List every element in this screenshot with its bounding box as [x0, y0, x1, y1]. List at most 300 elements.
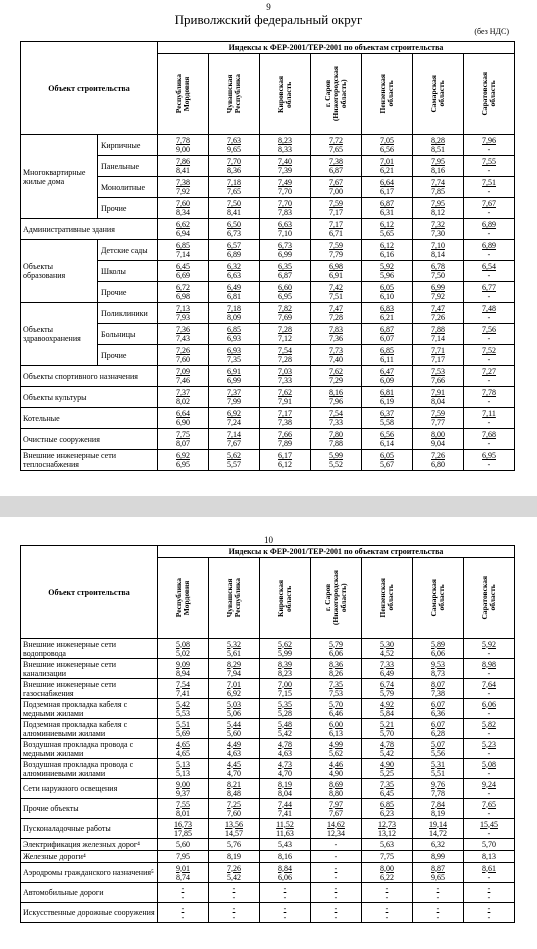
index-value-secondary: 6,06 [431, 648, 445, 658]
index-value-primary: 8,13 [482, 852, 496, 861]
index-value-primary: 7,26 [431, 451, 446, 460]
row-label: Больницы [98, 324, 158, 345]
index-value-primary: 6,06 [482, 699, 496, 709]
index-value-cell [311, 883, 362, 903]
index-value-primary: 6,32 [431, 840, 445, 849]
index-value-cell [413, 883, 464, 903]
index-value-primary: 7,47 [329, 304, 344, 313]
index-value-cell [362, 699, 413, 719]
index-value-cell [311, 345, 362, 366]
index-value-secondary: 7,53 [329, 688, 343, 698]
index-value-cell [362, 198, 413, 219]
region-name: г. Саров (Нижегородская область) [323, 570, 348, 626]
index-value-cell [464, 799, 515, 819]
index-value-cell [413, 759, 464, 779]
region-name: Республика Мордовия [174, 74, 192, 114]
index-value-primary: 11,52 [276, 819, 294, 829]
index-value-secondary: 12,34 [327, 828, 345, 838]
region-name: Республика Мордовия [174, 578, 191, 618]
index-value-cell [464, 839, 515, 851]
index-value-primary: 6,85 [380, 346, 395, 355]
index-value-cell [464, 851, 515, 863]
index-value-cell [464, 679, 515, 699]
index-value-primary: 7,09 [176, 367, 191, 376]
index-value-primary: 8,99 [431, 852, 445, 861]
index-value-secondary: 4,70 [227, 768, 241, 778]
index-value-cell [209, 739, 260, 759]
index-value-secondary: 6,73 [227, 229, 242, 238]
index-value-cell [362, 759, 413, 779]
index-value-primary: 7,44 [278, 799, 292, 809]
index-value-cell [464, 429, 515, 450]
index-value-cell [464, 903, 515, 923]
index-value-primary: 5,44 [227, 719, 241, 729]
index-value-primary: 7,33 [380, 659, 394, 669]
index-value-secondary: 9,04 [431, 439, 446, 448]
index-value-primary: 7,38 [176, 178, 191, 187]
index-value-cell [158, 679, 209, 699]
index-value-cell [362, 219, 413, 240]
index-value-secondary: 7,40 [329, 355, 344, 364]
index-value-primary: - [283, 883, 287, 893]
index-value-cell [260, 719, 311, 739]
index-value-primary: 6,49 [227, 283, 242, 292]
index-value-cell [209, 387, 260, 408]
index-value-secondary: 13,12 [378, 828, 396, 838]
index-value-primary: 7,26 [227, 863, 241, 873]
index-value-primary: 6,85 [227, 325, 242, 334]
index-value-cell [158, 366, 209, 387]
index-value-primary: 6,92 [176, 451, 191, 460]
index-value-secondary: - [487, 728, 491, 738]
region-column-header [413, 54, 464, 135]
table-row [21, 366, 515, 387]
index-value-primary: 6,56 [380, 430, 395, 439]
index-value-secondary: 8,01 [176, 808, 190, 818]
index-value-secondary: 7,79 [329, 250, 344, 259]
index-value-secondary: 5,42 [227, 872, 241, 882]
group-label: Многоквартирные жилые дома [21, 135, 98, 219]
index-value-primary: 7,47 [431, 304, 446, 313]
index-value-secondary: - [487, 376, 491, 385]
index-value-secondary: 7,24 [227, 418, 242, 427]
table-row [21, 883, 515, 903]
index-value-primary: 6,60 [278, 283, 293, 292]
index-value-secondary: 6,63 [227, 271, 242, 280]
row-label: Внешние инженерные сети теплоснабжения [21, 450, 158, 471]
row-label: Воздушная прокладка провода с медными жилами [21, 739, 158, 759]
index-value-primary: 7,82 [278, 304, 293, 313]
index-value-secondary: 6,87 [329, 166, 344, 175]
index-value-primary: 7,38 [329, 157, 344, 166]
row-label: Школы [98, 261, 158, 282]
index-value-primary: 7,59 [329, 241, 344, 250]
index-value-cell [311, 324, 362, 345]
index-value-cell [209, 135, 260, 156]
row-label: Внешние инженерные сети газоснабжения [21, 679, 158, 699]
index-value-secondary: - [334, 892, 338, 902]
index-value-cell [464, 240, 515, 261]
index-value-secondary: - [181, 892, 185, 902]
row-label: Панельные [98, 156, 158, 177]
index-value-primary: 5,62 [278, 639, 292, 649]
index-value-secondary: 6,49 [380, 668, 394, 678]
table-row [21, 135, 515, 156]
index-value-primary: 5,32 [227, 639, 241, 649]
index-value-secondary: - [487, 397, 491, 406]
index-value-primary: 8,16 [278, 852, 292, 861]
index-value-secondary: - [487, 788, 491, 798]
index-value-cell [362, 839, 413, 851]
index-value-secondary: 8,36 [227, 166, 242, 175]
index-value-cell [260, 156, 311, 177]
index-value-primary: 15,45 [480, 819, 498, 829]
index-value-cell [311, 639, 362, 659]
index-value-primary: 8,29 [227, 659, 241, 669]
index-value-cell [464, 219, 515, 240]
index-value-cell [311, 699, 362, 719]
index-value-cell [464, 699, 515, 719]
index-value-cell [464, 639, 515, 659]
index-value-primary: - [436, 903, 440, 913]
index-value-primary: 12,73 [378, 819, 396, 829]
index-value-primary: 7,53 [431, 367, 446, 376]
row-label: Прочие объекты [21, 799, 158, 819]
index-value-secondary: 7,10 [278, 229, 293, 238]
index-value-secondary: 9,65 [431, 872, 445, 882]
index-value-secondary: 7,15 [278, 688, 292, 698]
index-value-primary: 9,00 [176, 779, 190, 789]
index-value-cell [362, 282, 413, 303]
row-label: Железные дороги⁴ [21, 851, 158, 863]
table-row [21, 429, 515, 450]
index-value-secondary: 7,91 [278, 397, 293, 406]
index-value-primary: 5,79 [329, 639, 343, 649]
index-value-cell [260, 739, 311, 759]
index-value-primary: 7,37 [227, 388, 242, 397]
index-value-secondary: 6,22 [380, 872, 394, 882]
index-value-primary: 7,17 [278, 409, 293, 418]
index-value-cell [260, 779, 311, 799]
index-value-secondary: 7,38 [431, 688, 445, 698]
index-value-secondary: - [487, 229, 491, 238]
table-row [21, 863, 515, 883]
index-value-cell [464, 408, 515, 429]
index-value-secondary: 11,63 [276, 828, 294, 838]
index-value-primary: 5,70 [482, 840, 496, 849]
index-value-secondary: 8,23 [278, 668, 292, 678]
index-value-cell [464, 324, 515, 345]
index-value-primary: 5,60 [176, 840, 190, 849]
index-value-cell [311, 282, 362, 303]
region-name: Чувашская Республика [225, 578, 242, 618]
index-value-primary: - [487, 883, 491, 893]
index-value-cell [311, 759, 362, 779]
index-value-cell [311, 819, 362, 839]
index-value-secondary: 7,17 [431, 355, 446, 364]
region-header-wrap [311, 54, 361, 134]
index-value-secondary: 7,99 [227, 397, 242, 406]
row-label: Сети наружного освещения [21, 779, 158, 799]
region-column-header [413, 558, 464, 639]
index-value-cell [260, 135, 311, 156]
index-value-secondary: 7,14 [176, 250, 191, 259]
index-value-cell [464, 198, 515, 219]
index-value-primary: 6,89 [482, 220, 497, 229]
index-value-secondary: 7,51 [329, 292, 344, 301]
index-table-page-10 [20, 545, 515, 923]
table-row [21, 219, 515, 240]
index-value-primary: 7,00 [278, 679, 292, 689]
index-value-cell [260, 261, 311, 282]
index-value-secondary: 8,04 [431, 397, 446, 406]
index-value-secondary: 5,70 [380, 728, 394, 738]
index-value-cell [464, 156, 515, 177]
group-label: Объекты образования [21, 240, 98, 303]
index-value-secondary: 5,61 [227, 648, 241, 658]
index-value-secondary: - [487, 271, 491, 280]
vat-note: (без НДС) [474, 27, 509, 36]
index-value-secondary: 6,90 [176, 418, 191, 427]
header-row [21, 42, 515, 54]
table-row [21, 679, 515, 699]
index-value-primary: 7,95 [176, 852, 190, 861]
index-value-primary: 7,13 [176, 304, 191, 313]
index-value-secondary: 5,52 [329, 460, 344, 469]
index-value-cell [311, 429, 362, 450]
index-value-primary: 7,95 [431, 157, 446, 166]
index-value-secondary: 7,28 [278, 355, 293, 364]
index-value-cell [260, 659, 311, 679]
index-value-primary: 6,99 [431, 283, 446, 292]
index-value-secondary: - [385, 912, 389, 922]
index-value-cell [413, 839, 464, 851]
row-label: Подземная прокладка кабеля с медными жилами [21, 699, 158, 719]
index-value-cell [158, 156, 209, 177]
index-value-cell [311, 408, 362, 429]
index-value-primary: 5,70 [329, 699, 343, 709]
index-value-secondary: 6,95 [176, 460, 191, 469]
index-value-secondary: 6,99 [278, 250, 293, 259]
index-value-cell [311, 679, 362, 699]
index-value-primary: 6,63 [278, 220, 293, 229]
index-value-primary: 5,51 [176, 719, 190, 729]
index-value-cell [362, 799, 413, 819]
index-value-cell [362, 639, 413, 659]
row-label: Пусконаладочные работы [21, 819, 158, 839]
table-row [21, 903, 515, 923]
index-value-primary: - [334, 903, 338, 913]
index-value-secondary: - [487, 145, 491, 154]
index-value-cell [362, 324, 413, 345]
index-value-cell [158, 408, 209, 429]
index-value-cell [311, 135, 362, 156]
region-header-wrap [209, 54, 259, 134]
index-value-cell [260, 759, 311, 779]
index-value-cell [260, 699, 311, 719]
index-value-secondary: 8,74 [176, 872, 190, 882]
index-value-cell [362, 851, 413, 863]
index-value-primary: 4,45 [227, 759, 241, 769]
index-value-cell [362, 303, 413, 324]
row-label: Прочие [98, 345, 158, 366]
index-value-cell [158, 198, 209, 219]
region-header-wrap [158, 54, 208, 134]
index-value-secondary: - [487, 808, 491, 818]
table-row [21, 819, 515, 839]
region-header-wrap [464, 54, 514, 134]
index-value-cell [464, 282, 515, 303]
row-label: Объекты культуры [21, 387, 158, 408]
index-value-cell [260, 429, 311, 450]
index-value-secondary: 14,57 [225, 828, 243, 838]
index-value-secondary: 5,84 [380, 708, 394, 718]
index-value-secondary: - [487, 334, 491, 343]
index-value-cell [362, 450, 413, 471]
region-header-wrap [209, 558, 259, 638]
region-header-wrap [413, 54, 463, 134]
region-header-wrap [311, 558, 361, 638]
index-value-primary: 7,55 [176, 799, 190, 809]
index-value-primary: 6,72 [176, 283, 191, 292]
index-value-secondary: 8,48 [227, 788, 241, 798]
index-value-primary: 6,87 [380, 325, 395, 334]
index-value-secondary: 8,16 [431, 166, 446, 175]
index-value-secondary: 7,46 [176, 376, 191, 385]
index-value-cell [209, 198, 260, 219]
region-name: г. Саров (Нижегородская область) [323, 66, 349, 122]
index-value-secondary: 6,12 [278, 460, 293, 469]
index-value-primary: 7,96 [482, 136, 497, 145]
index-value-cell [413, 851, 464, 863]
index-value-secondary: 6,13 [329, 728, 343, 738]
index-value-primary: 6,78 [431, 262, 446, 271]
index-value-secondary: 5,42 [278, 728, 292, 738]
index-value-cell [464, 659, 515, 679]
index-value-secondary: 6,23 [380, 808, 394, 818]
index-value-primary: 5,43 [278, 840, 292, 849]
index-value-primary: 8,87 [431, 863, 445, 873]
index-value-secondary: 4,63 [278, 748, 292, 758]
index-value-cell [413, 282, 464, 303]
index-value-secondary: 6,06 [278, 872, 292, 882]
index-value-secondary: - [487, 828, 491, 838]
index-value-primary: - [232, 883, 236, 893]
index-value-secondary: 7,60 [227, 808, 241, 818]
index-value-primary: 4,73 [278, 759, 292, 769]
region-header-wrap [362, 54, 412, 134]
index-value-secondary: 6,56 [380, 145, 395, 154]
index-value-cell [158, 303, 209, 324]
index-value-primary: 4,65 [176, 739, 190, 749]
index-value-primary: 7,55 [482, 157, 497, 166]
region-column-header [209, 558, 260, 639]
index-value-primary: 6,98 [329, 262, 344, 271]
index-value-primary: - [283, 903, 287, 913]
index-value-cell [311, 799, 362, 819]
index-value-cell [413, 779, 464, 799]
row-label: Внешние инженерные сети водопровода [21, 639, 158, 659]
index-value-primary: 6,50 [227, 220, 242, 229]
index-value-cell [413, 177, 464, 198]
index-value-cell [413, 408, 464, 429]
index-value-cell [158, 883, 209, 903]
index-value-cell [158, 903, 209, 923]
index-value-secondary: 7,41 [176, 688, 190, 698]
index-value-secondary: 6,11 [380, 355, 394, 364]
index-value-secondary: - [487, 892, 491, 902]
index-value-primary: - [334, 852, 338, 861]
index-value-cell [260, 408, 311, 429]
index-value-cell [158, 240, 209, 261]
indices-header: Индексы к ФЕР-2001/ТЕР-2001 по объектам строительства [158, 546, 515, 558]
index-value-primary: 7,56 [482, 325, 497, 334]
index-value-primary: 7,49 [278, 178, 293, 187]
index-value-primary: 7,18 [227, 304, 242, 313]
index-value-primary: 7,80 [329, 430, 344, 439]
index-value-cell [464, 819, 515, 839]
index-value-secondary: 14,72 [429, 828, 447, 838]
index-value-primary: 6,64 [380, 178, 395, 187]
row-label: Внешние инженерные сети канализации [21, 659, 158, 679]
index-value-cell [209, 366, 260, 387]
index-value-primary: 7,48 [482, 304, 497, 313]
table-row [21, 851, 515, 863]
index-value-cell [158, 799, 209, 819]
index-value-cell [362, 719, 413, 739]
index-value-primary: 6,12 [380, 241, 395, 250]
index-value-cell [311, 719, 362, 739]
index-value-primary: - [436, 883, 440, 893]
index-value-primary: 7,97 [329, 799, 343, 809]
table-row [21, 303, 515, 324]
index-value-primary: 6,62 [176, 220, 191, 229]
index-value-cell [311, 739, 362, 759]
index-value-secondary: 9,00 [176, 145, 191, 154]
row-label: Административные здания [21, 219, 158, 240]
index-value-secondary: 7,70 [278, 187, 293, 196]
index-value-cell [311, 303, 362, 324]
index-value-cell [413, 366, 464, 387]
index-value-primary: 7,67 [329, 178, 344, 187]
index-value-secondary: 6,16 [380, 250, 395, 259]
row-label: Подземная прокладка кабеля с алюминиевыми жилами [21, 719, 158, 739]
index-value-primary: 7,62 [329, 367, 344, 376]
index-value-secondary: - [283, 892, 287, 902]
index-value-primary: 8,36 [329, 659, 343, 669]
index-value-primary: 7,59 [431, 409, 446, 418]
index-value-primary: 8,00 [431, 430, 446, 439]
index-value-cell [158, 659, 209, 679]
index-value-cell [413, 429, 464, 450]
index-value-cell [158, 219, 209, 240]
table-row [21, 450, 515, 471]
index-value-cell [413, 303, 464, 324]
index-value-secondary: 7,69 [278, 313, 293, 322]
table-row [21, 779, 515, 799]
index-value-cell [260, 839, 311, 851]
index-value-cell [260, 863, 311, 883]
index-value-cell [209, 450, 260, 471]
index-value-cell [158, 739, 209, 759]
index-value-cell [464, 366, 515, 387]
index-value-primary: 6,77 [482, 283, 497, 292]
index-value-primary: 9,01 [176, 863, 190, 873]
index-value-secondary: 6,99 [227, 376, 242, 385]
index-value-secondary: 7,17 [329, 208, 344, 217]
index-value-secondary: 7,30 [431, 229, 446, 238]
row-label: Электрификация железных дорог⁴ [21, 839, 158, 851]
